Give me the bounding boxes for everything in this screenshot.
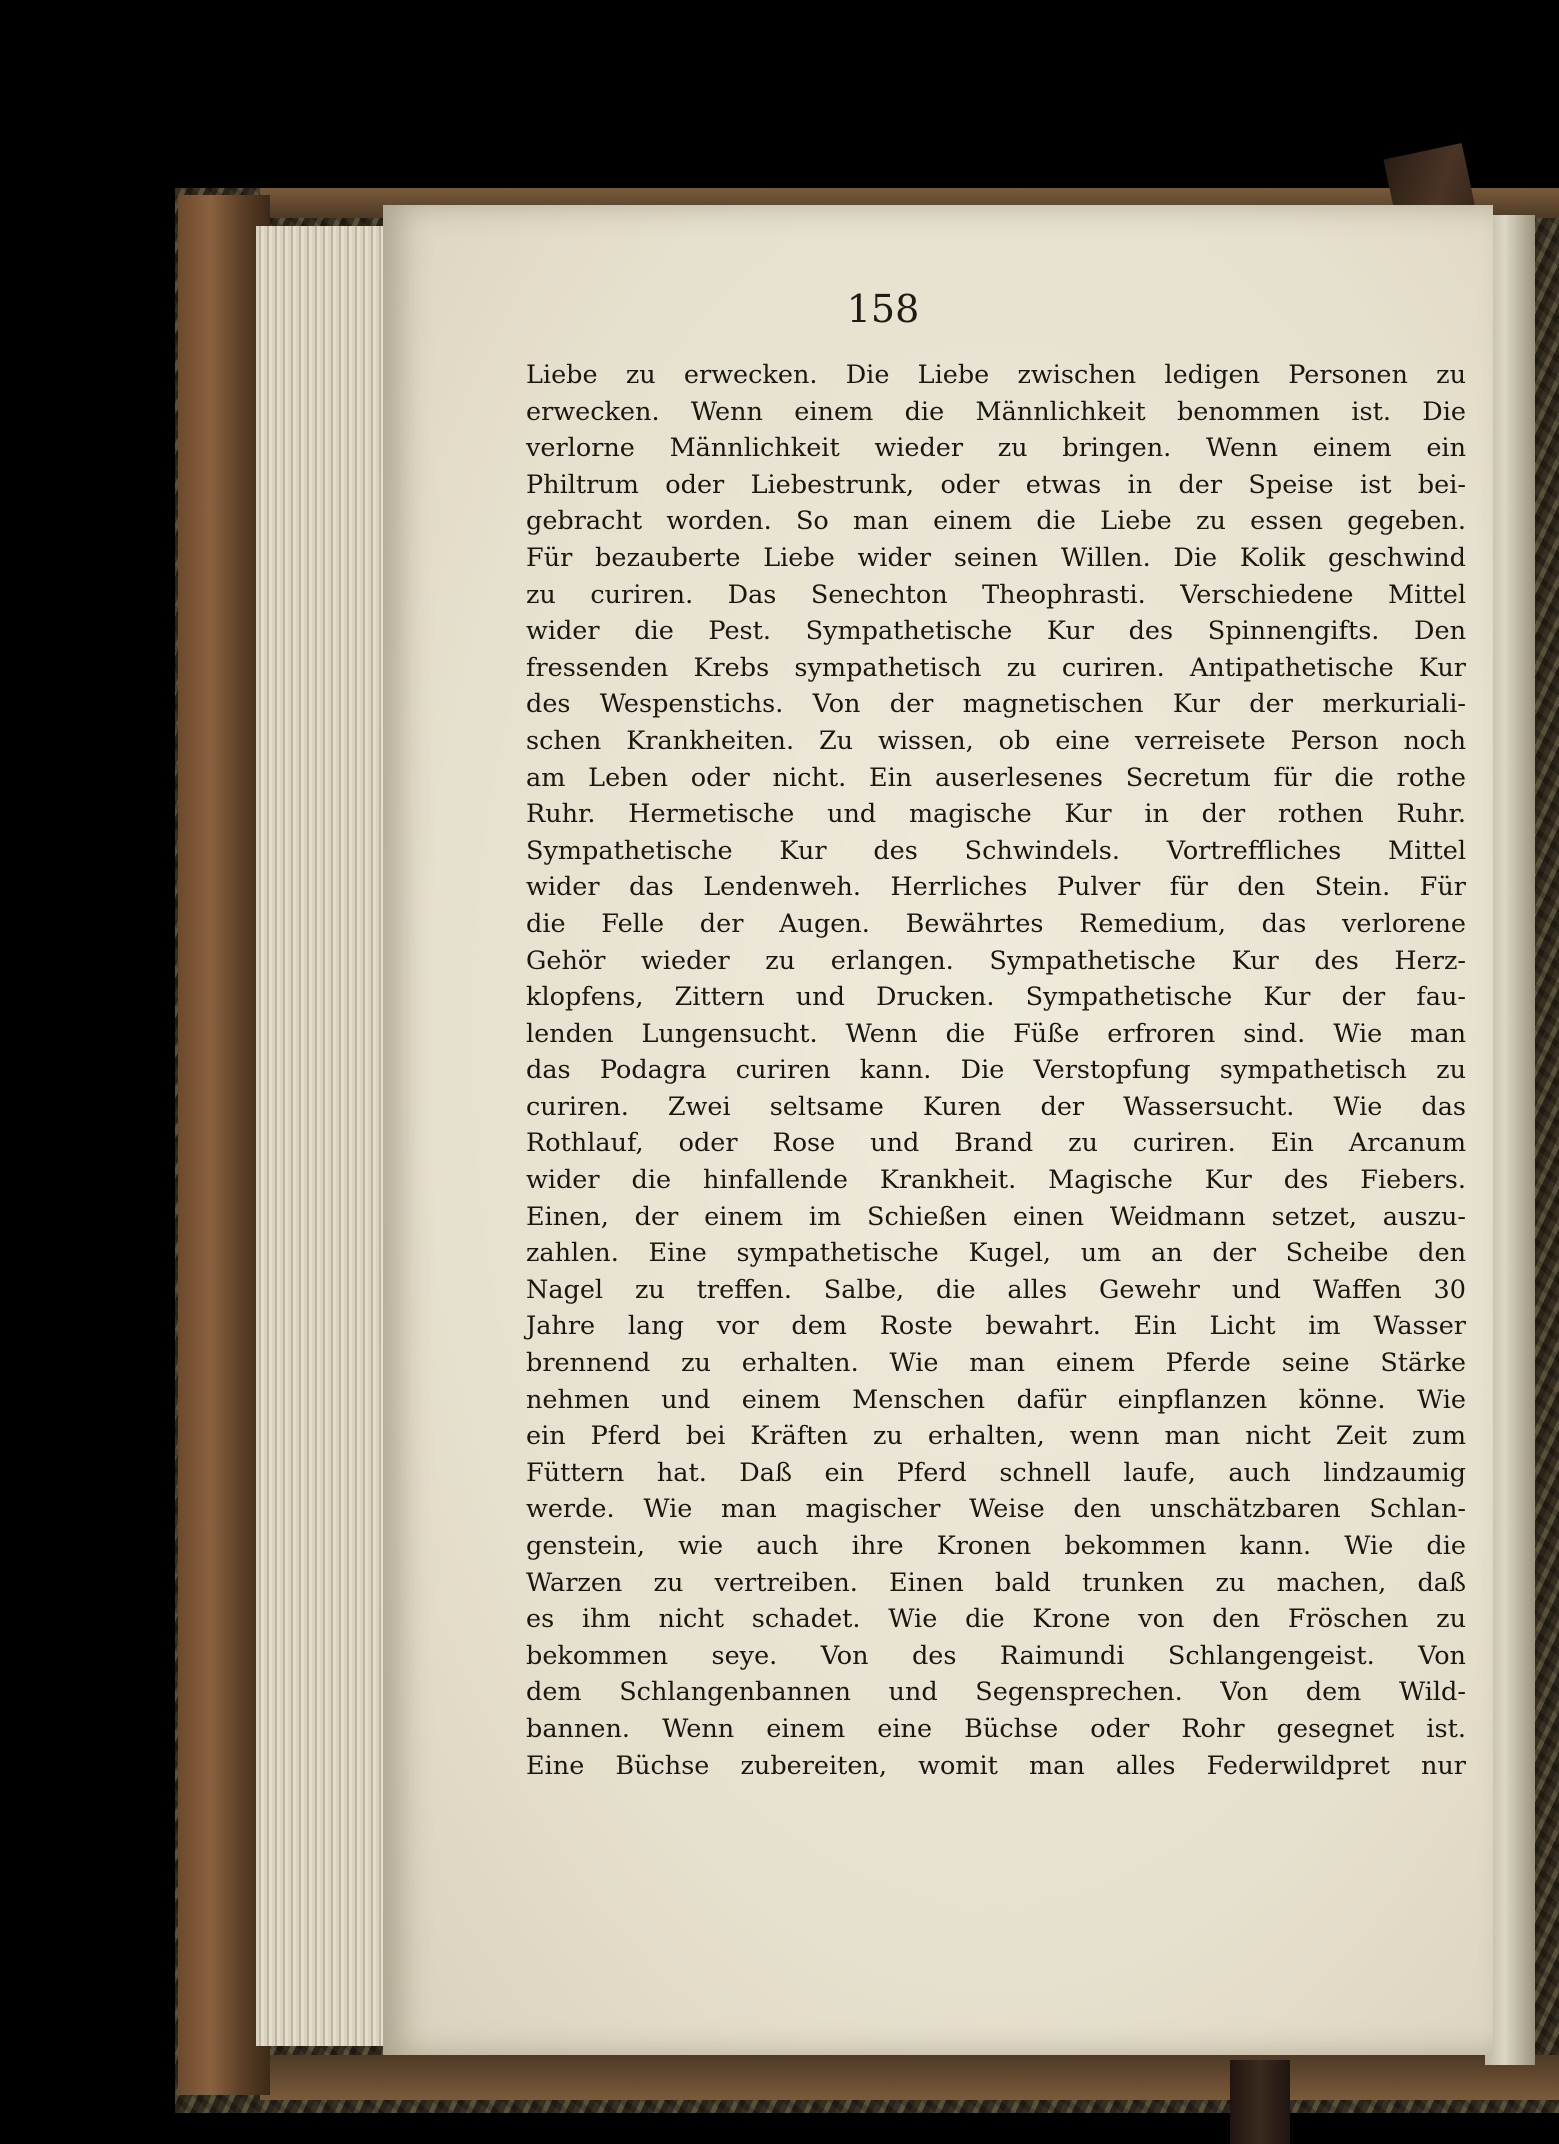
text-line: Rothlauf, oder Rose und Brand zu curiren. Ein Arcanum xyxy=(526,1128,1466,1159)
cover-bottom-edge xyxy=(260,2055,1559,2100)
text-line: Jahre lang vor dem Roste bewahrt. Ein Licht im Wasser xyxy=(526,1311,1466,1342)
text-line: Nagel zu treffen. Salbe, die alles Gewehr und Waffen 30 xyxy=(526,1274,1466,1305)
text-line: Eine Büchse zubereiten, womit man alles Federwildpret nur xyxy=(526,1750,1466,1781)
text-line: brennend zu erhalten. Wie man einem Pferde seine Stärke xyxy=(526,1348,1466,1379)
text-line: zahlen. Eine sympathetische Kugel, um an der Scheibe den xyxy=(526,1238,1466,1269)
book-page xyxy=(383,205,1493,2055)
text-line: des Wespenstichs. Von der magnetischen Kur der merkuriali- xyxy=(526,689,1466,720)
text-line: es ihm nicht schadet. Wie die Krone von den Fröschen zu xyxy=(526,1604,1466,1635)
text-line: nehmen und einem Menschen dafür einpflanzen könne. Wie xyxy=(526,1384,1466,1415)
text-line: Philtrum oder Liebestrunk, oder etwas in der Speise ist bei- xyxy=(526,469,1466,500)
text-line: dem Schlangenbannen und Segensprechen. Von dem Wild- xyxy=(526,1677,1466,1708)
ribbon-bookmark-bottom xyxy=(1230,2060,1290,2144)
text-line: genstein, wie auch ihre Kronen bekommen kann. Wie die xyxy=(526,1531,1466,1561)
text-line: klopfens, Zittern und Drucken. Sympathetische Kur der fau- xyxy=(526,982,1466,1013)
text-line: erwecken. Wenn einem die Männlichkeit benommen ist. Die xyxy=(526,396,1466,427)
text-line: bannen. Wenn einem eine Büchse oder Rohr gesegnet ist. xyxy=(526,1713,1466,1744)
text-line: werde. Wie man magischer Weise den unschätzbaren Schlan- xyxy=(526,1494,1466,1525)
text-line: verlorne Männlichkeit wieder zu bringen. Wenn einem ein xyxy=(526,433,1466,464)
text-line: wider die Pest. Sympathetische Kur des Spinnengifts. Den xyxy=(526,616,1466,647)
text-line: das Podagra curiren kann. Die Verstopfung sympathetisch zu xyxy=(526,1055,1466,1086)
page-body-text xyxy=(526,357,1466,1784)
text-line: wider die hinfallende Krankheit. Magische Kur des Fiebers. xyxy=(526,1165,1466,1196)
text-line: die Felle der Augen. Bewährtes Remedium, das verlorene xyxy=(526,908,1466,939)
text-line: fressenden Krebs sympathetisch zu curiren. Antipathetische Kur xyxy=(526,652,1466,683)
text-line: lenden Lungensucht. Wenn die Füße erfroren sind. Wie man xyxy=(526,1018,1466,1049)
text-line: bekommen seye. Von des Raimundi Schlangengeist. Von xyxy=(526,1640,1466,1671)
text-line: Liebe zu erwecken. Die Liebe zwischen ledigen Personen zu xyxy=(526,360,1466,390)
text-line: wider das Lendenweh. Herrliches Pulver für den Stein. Für xyxy=(526,872,1466,903)
text-line: schen Krankheiten. Zu wissen, ob eine verreisete Person noch xyxy=(526,725,1466,756)
text-line: Sympathetische Kur des Schwindels. Vortreffliches Mittel xyxy=(526,835,1466,866)
text-line: gebracht worden. So man einem die Liebe zu essen gegeben. xyxy=(526,506,1466,537)
page-number: 158 xyxy=(846,287,920,331)
text-line: zu curiren. Das Senechton Theophrasti. Verschiedene Mittel xyxy=(526,579,1466,610)
text-line: am Leben oder nicht. Ein auserlesenes Secretum für die rothe xyxy=(526,762,1466,793)
text-line: Warzen zu vertreiben. Einen bald trunken zu machen, daß xyxy=(526,1567,1466,1598)
text-line: Gehör wieder zu erlangen. Sympathetische Kur des Herz- xyxy=(526,945,1466,976)
text-line: ein Pferd bei Kräften zu erhalten, wenn man nicht Zeit zum xyxy=(526,1421,1466,1452)
text-line: curiren. Zwei seltsame Kuren der Wassersucht. Wie das xyxy=(526,1091,1466,1122)
text-line: Ruhr. Hermetische und magische Kur in der rothen Ruhr. xyxy=(526,799,1466,830)
stacked-page-edges xyxy=(256,226,386,2046)
text-line: Füttern hat. Daß ein Pferd schnell laufe, auch lindzaumig xyxy=(526,1457,1466,1488)
text-line: Einen, der einem im Schießen einen Weidmann setzet, auszu- xyxy=(526,1201,1466,1232)
text-line: Für bezauberte Liebe wider seinen Willen. Die Kolik geschwind xyxy=(526,542,1466,573)
